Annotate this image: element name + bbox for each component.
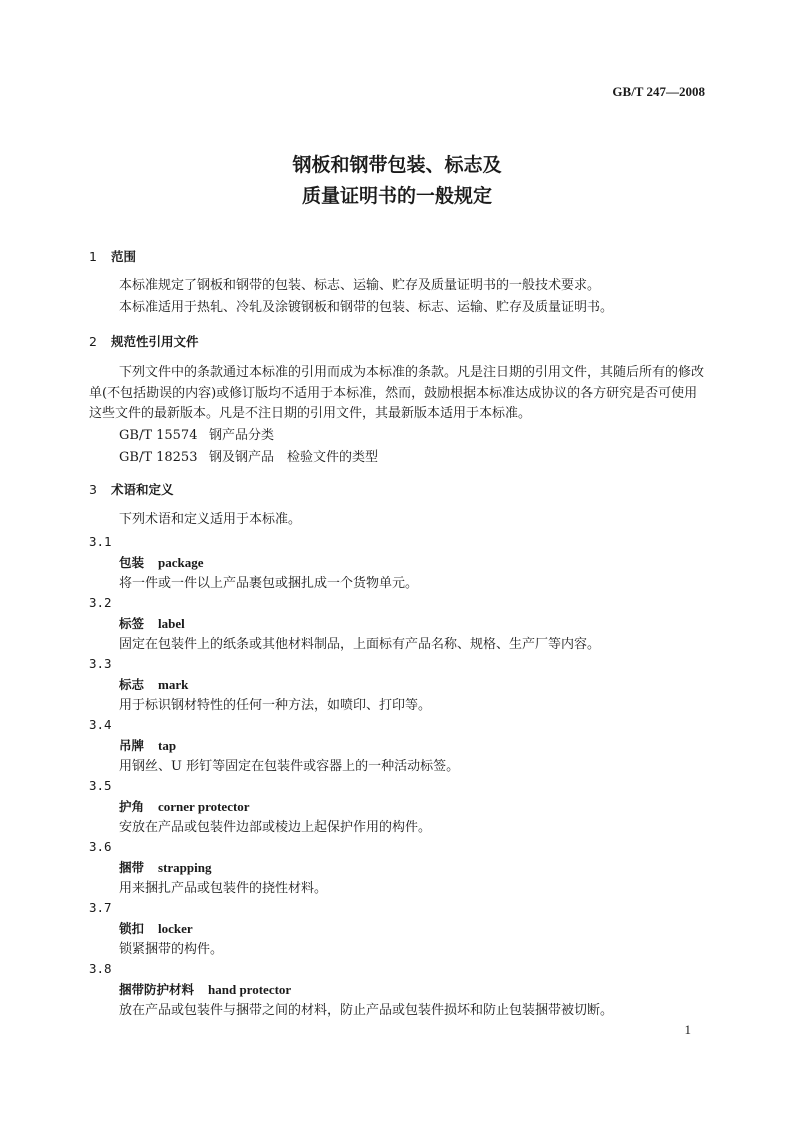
title-line-2: 质量证明书的一般规定 (301, 185, 492, 207)
term-definition: 用来捆扎产品或包装件的挠性材料。 (119, 881, 328, 896)
title-line-1: 钢板和钢带包装、标志及 (292, 154, 502, 176)
term-definition: 锁紧捆带的构件。 (119, 942, 224, 957)
term-number: 3.4 (89, 717, 112, 732)
section-title: 规范性引用文件 (111, 334, 199, 349)
term-zh: 捆带 (119, 860, 145, 875)
term-en: tap (158, 738, 177, 753)
paragraph: 本标准适用于热轧、冷轧及涂镀钢板和钢带的包装、标志、运输、贮存及质量证明书。 (119, 300, 614, 315)
paragraph: 下列文件中的条款通过本标准的引用而成为本标准的条款。凡是注日期的引用文件，其随后所有的修改单(不包括勘误的内容)或修订版均不适用于本标准，然而，鼓励根据本标准达成协议的各方研究是否可使用这些文件的最新版本。凡是不注日期的引用文件，其最新版本适用于本标准。 (89, 365, 705, 421)
term-en: strapping (158, 860, 212, 875)
section-number: 3 (89, 482, 97, 497)
term-zh: 标志 (119, 677, 145, 692)
term-definition: 放在产品或包装件与捆带之间的材料，防止产品或包装件损坏和防止包装捆带被切断。 (119, 1003, 614, 1018)
term-name (119, 858, 735, 878)
term-name (119, 736, 735, 756)
term-number: 3.5 (89, 778, 112, 793)
term-zh: 锁扣 (119, 921, 145, 936)
term-definition: 用钢丝、U 形钉等固定在包装件或容器上的一种活动标签。 (119, 759, 460, 774)
term-en: corner protector (158, 799, 250, 814)
term-number: 3.1 (89, 534, 112, 549)
term-name (119, 553, 735, 573)
term-zh: 包装 (119, 555, 145, 570)
section-number: 1 (89, 249, 97, 264)
term-definition: 将一件或一件以上产品裹包或捆扎成一个货物单元。 (119, 576, 419, 591)
term-en: hand protector (208, 982, 292, 997)
reference-code: GB/T 18253 (119, 450, 198, 465)
term-zh: 护角 (119, 799, 145, 814)
page-number: 1 (684, 1022, 691, 1037)
section-heading-terms-definitions (89, 480, 705, 500)
term-name (119, 980, 735, 1000)
term-definition: 固定在包装件上的纸条或其他材料制品，上面标有产品名称、规格、生产厂等内容。 (119, 637, 601, 652)
term-definition: 安放在产品或包装件边部或棱边上起保护作用的构件。 (119, 820, 432, 835)
term-zh: 标签 (119, 616, 145, 631)
term-number: 3.7 (89, 900, 112, 915)
term-zh: 捆带防护材料 (119, 982, 195, 997)
term-number: 3.8 (89, 961, 112, 976)
section-heading-scope (89, 247, 705, 267)
term-en: label (158, 616, 185, 631)
term-en: locker (158, 921, 193, 936)
section-heading-normative-references (89, 332, 705, 352)
term-number: 3.2 (89, 595, 112, 610)
reference-title: 钢及钢产品 检验文件的类型 (209, 450, 379, 465)
reference-item (119, 448, 705, 468)
reference-code: GB/T 15574 (119, 428, 198, 443)
reference-title: 钢产品分类 (209, 428, 275, 443)
term-en: package (158, 555, 204, 570)
term-name (119, 919, 735, 939)
term-zh: 吊牌 (119, 738, 145, 753)
section-number: 2 (89, 334, 97, 349)
term-name (119, 797, 735, 817)
term-number: 3.3 (89, 656, 112, 671)
term-definition: 用于标识钢材特性的任何一种方法，如喷印、打印等。 (119, 698, 432, 713)
term-name (119, 614, 735, 634)
term-number: 3.6 (89, 839, 112, 854)
section-title: 术语和定义 (111, 482, 174, 497)
document-title (0, 150, 794, 212)
reference-item (119, 426, 705, 446)
standard-code: GB/T 247—2008 (612, 84, 705, 99)
paragraph: 下列术语和定义适用于本标准。 (119, 512, 302, 527)
term-name (119, 675, 735, 695)
paragraph: 本标准规定了钢板和钢带的包装、标志、运输、贮存及质量证明书的一般技术要求。 (119, 278, 601, 293)
term-en: mark (158, 677, 189, 692)
section-title: 范围 (111, 249, 137, 264)
